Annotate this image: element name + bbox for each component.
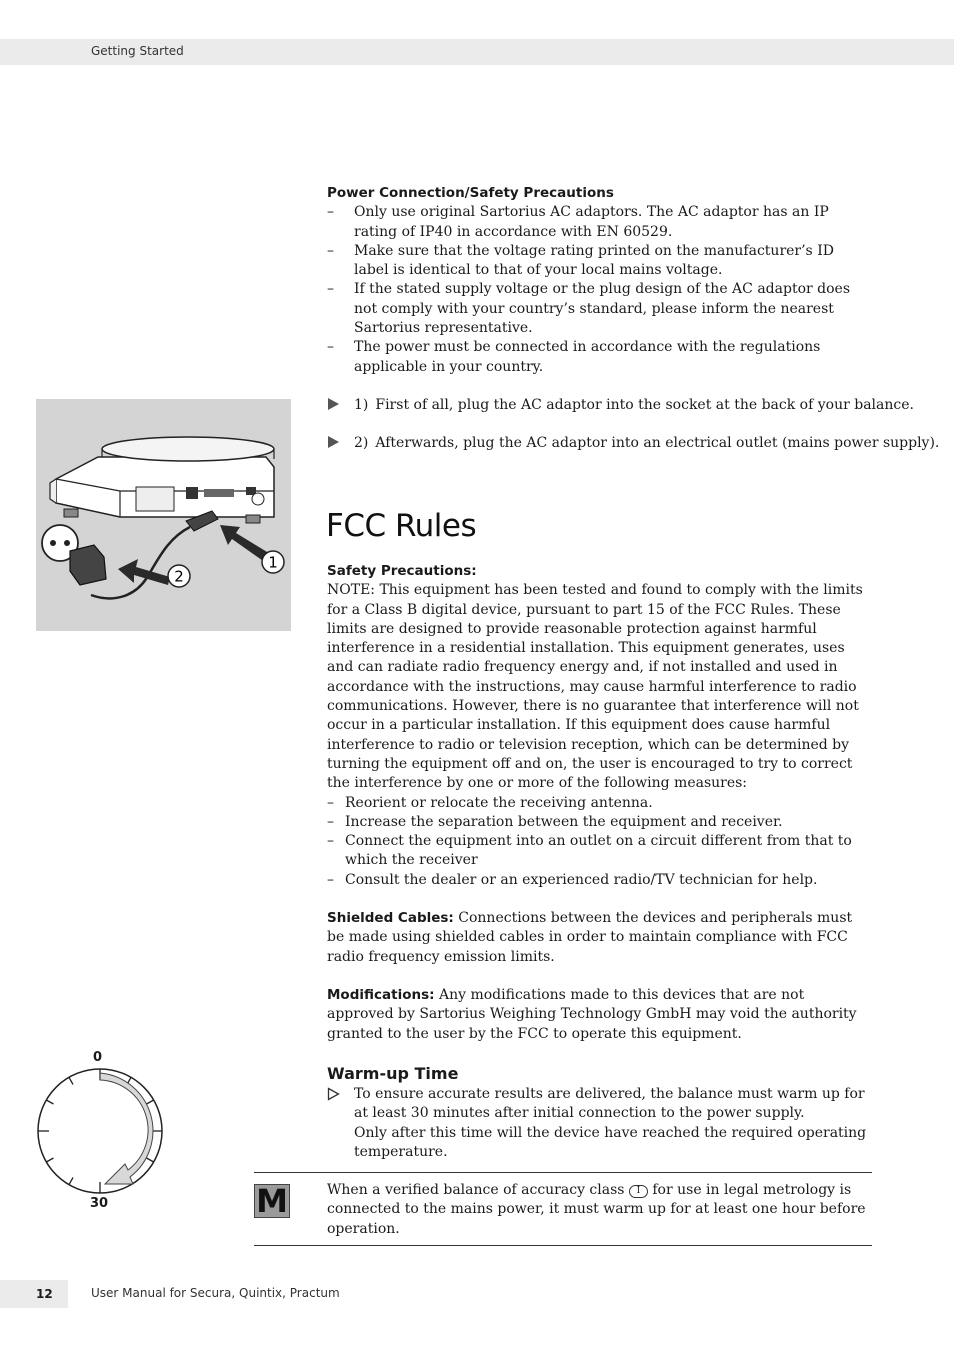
fcc-measures-list (327, 794, 872, 890)
page-number-box (0, 1280, 68, 1308)
fcc-title: FCC Rules (326, 508, 477, 544)
note-divider-top (254, 1172, 872, 1173)
list-item: – If the stated supply voltage or the plug design of the AC adaptor does not comply with your country’s standard, please inform the nearest Sartorius representative. (327, 281, 851, 337)
modifications-paragraph: Modifications: Any modifications made to this devices that are not approved by Sartorius Weighing Technology GmbH may void the authority granted to the user by the FCC to operate this equipment. (327, 986, 857, 1042)
fcc-section (327, 562, 872, 1044)
triangle-outline-icon (327, 1087, 340, 1107)
timer-icon (33, 1048, 168, 1216)
list-item: – Only use original Sartorius AC adaptors. The AC adaptor has an IP rating of IP40 in accordance with EN 60529. (327, 204, 829, 240)
footer-manual-title: User Manual for Secura, Quintix, Practum (91, 1286, 340, 1300)
warmup-section (327, 1085, 872, 1162)
accuracy-class-i-icon: I (629, 1185, 648, 1198)
safety-heading: Safety Precautions: (327, 563, 477, 579)
balance-connection-illustration (36, 399, 291, 631)
power-section (327, 184, 872, 377)
callout-2: 2 (174, 567, 184, 586)
warmup-text-2: Only after this time will the device have reached the required operating temperature. (354, 1124, 867, 1160)
list-item: – Make sure that the voltage rating printed on the manufacturer’s ID label is identical to that of your local mains voltage. (327, 242, 834, 279)
legal-metrology-note: When a verified balance of accuracy class I for use in legal metrology is connected to the mains power, it must warm up for at least one hour before operation. (327, 1182, 866, 1237)
warmup-text: To ensure accurate results are delivered, the balance must warm up for at least 30 minutes after initial connection to the power supply. (354, 1086, 865, 1122)
warmup-title: Warm-up Time (327, 1064, 459, 1083)
play-arrow-icon (327, 397, 340, 417)
section-header: Getting Started (91, 44, 184, 58)
list-item: – Consult the dealer or an experienced radio/TV technician for help. (327, 871, 818, 888)
shielded-cables-paragraph: Shielded Cables: Connections between the devices and peripherals must be made using shielded cables in order to maintain compliance with FCC radio frequency emission limits. (327, 910, 853, 965)
list-item: – Increase the separation between the equipment and receiver. (327, 813, 783, 830)
legal-metrology-m-icon: M (254, 1184, 290, 1218)
timer-label-bottom: 30 (90, 1196, 109, 1211)
note-divider-bottom (254, 1245, 872, 1246)
power-heading: Power Connection/Safety Precautions (327, 185, 614, 201)
list-item: – Connect the equipment into an outlet on a circuit different from that to which the receiver (327, 833, 852, 869)
power-bullet-list (327, 203, 872, 377)
timer-label-top: 0 (93, 1050, 103, 1065)
list-item: – Reorient or relocate the receiving antenna. (327, 794, 653, 811)
page-number: 12 (36, 1287, 53, 1301)
list-item: – The power must be connected in accordance with the regulations applicable in your country. (327, 339, 821, 375)
fcc-note: NOTE: This equipment has been tested and found to comply with the limits for a Class B digital device, pursuant to part 15 of the FCC Rules. These limits are designed to provide reasonable protection against harmful interference in a residential installation. This equipment generates, uses and can radiate radio frequency energy and, if not installed and used in accordance with the instructions, may cause harmful interference to radio communications. However, there is no guarantee that interference will not occur in a particular installation. If this equipment does cause harmful interference to radio or television reception, which can be determined by turning the equipment off and on, the user is encouraged to try to correct the interference by one or more of the following measures: (327, 582, 863, 792)
play-arrow-icon (327, 435, 340, 455)
callout-1: 1 (268, 553, 278, 572)
